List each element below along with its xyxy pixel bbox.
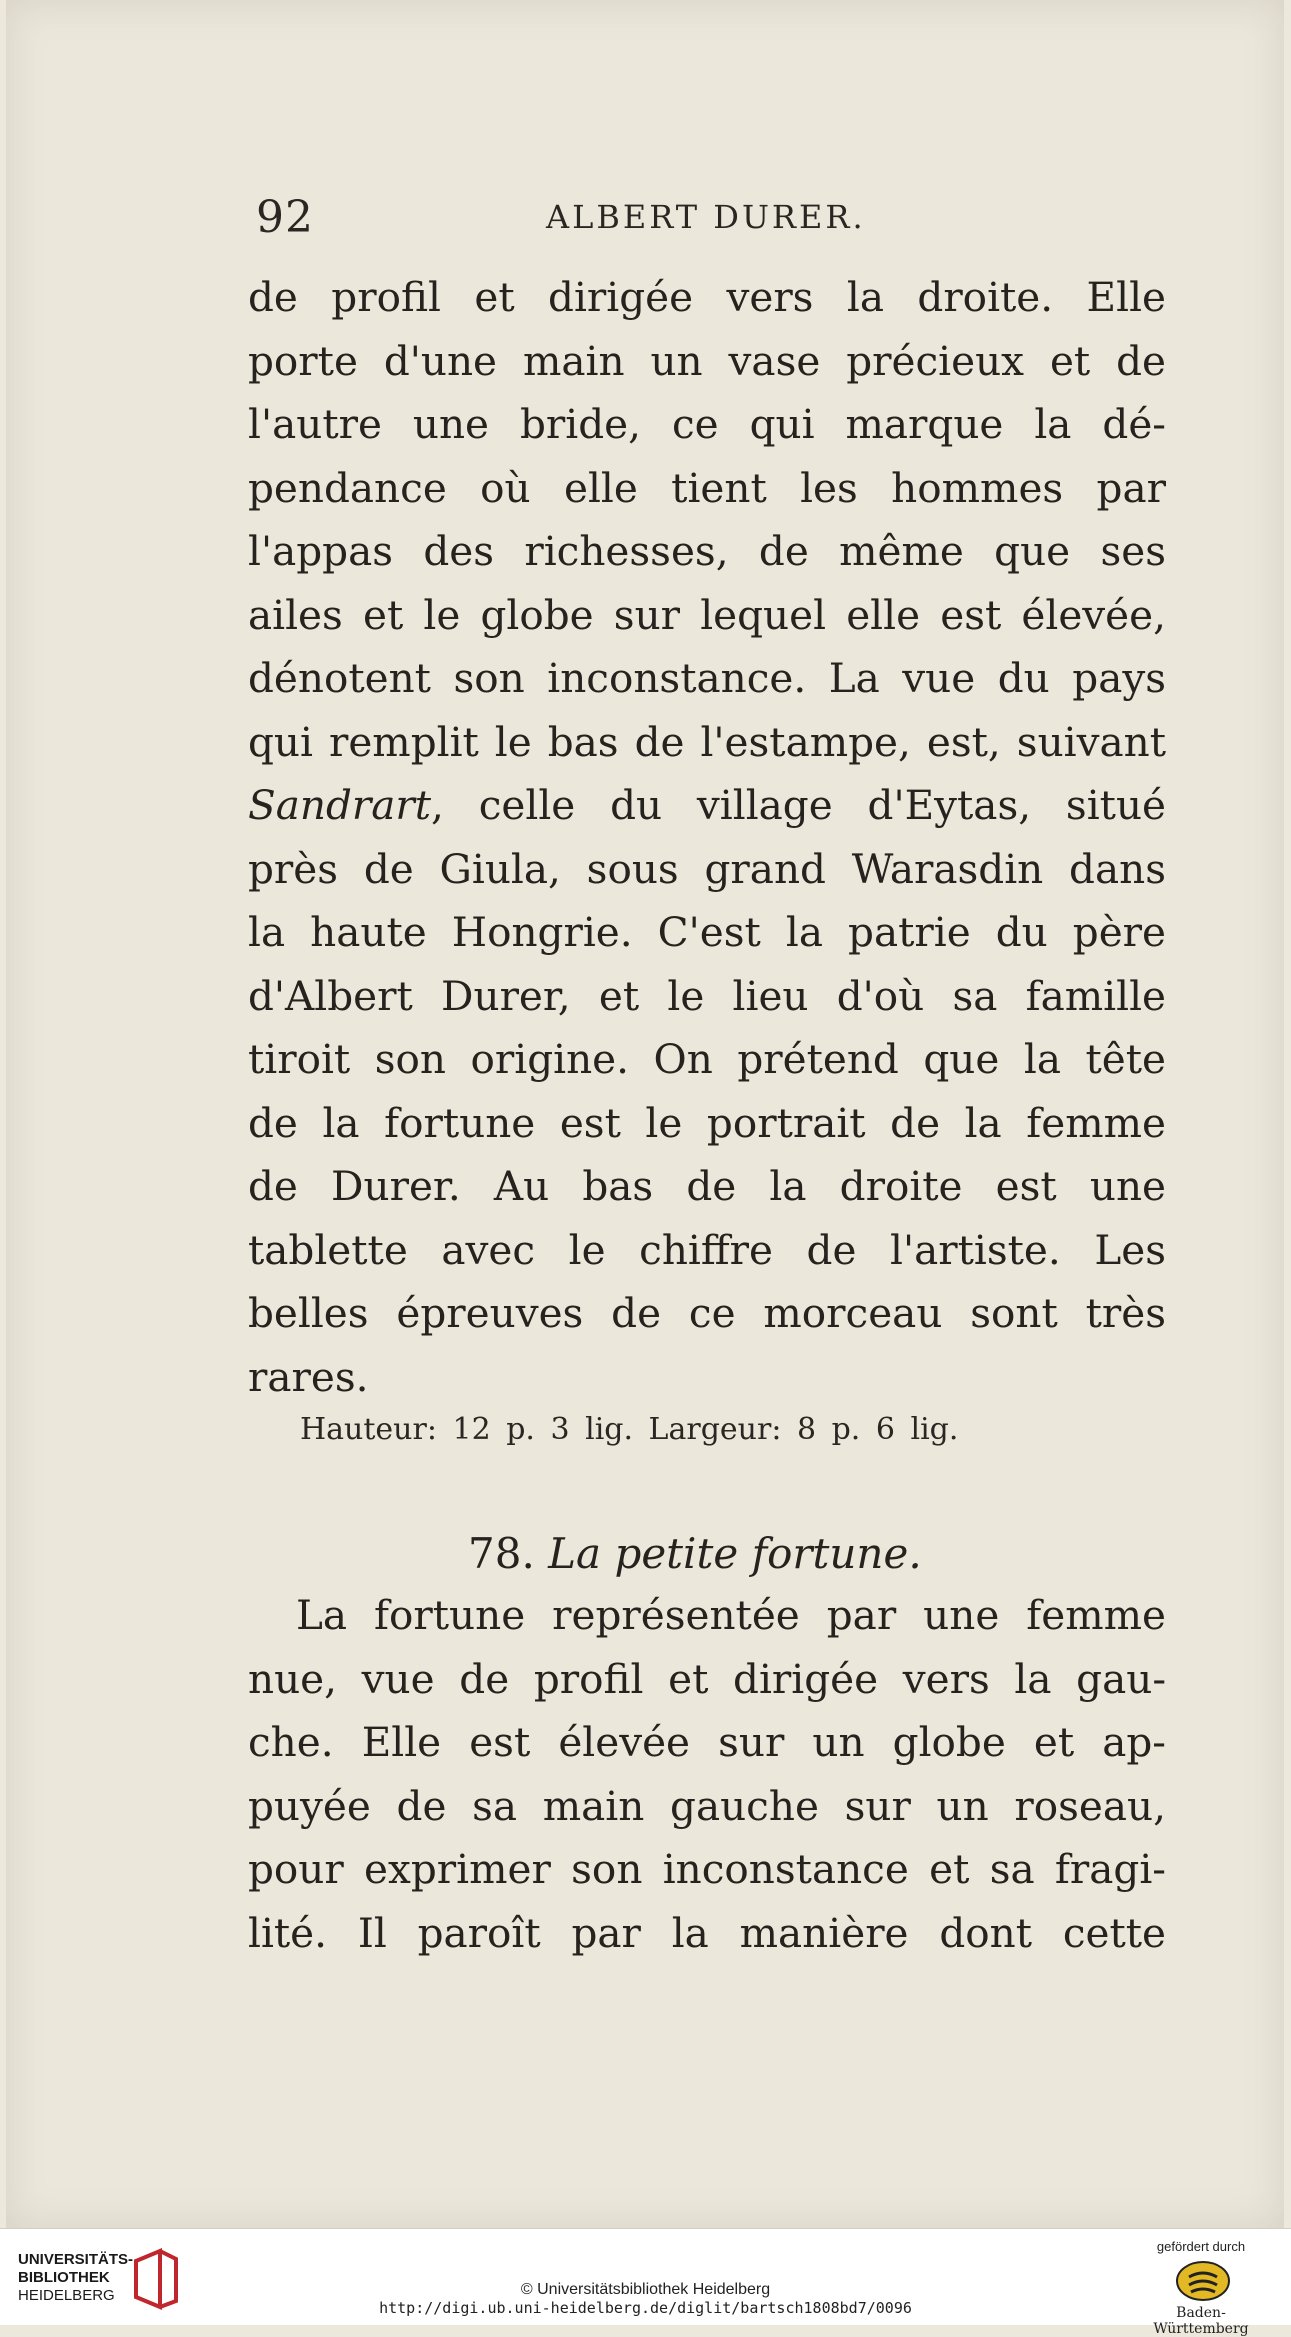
text-line-with-italic [248, 774, 1166, 838]
text-line: che. Elle est élevée sur un globe et ap- [248, 1718, 1166, 1766]
section-number: 78. [468, 1529, 535, 1578]
library-name-line1: UNIVERSITÄTS- [18, 2251, 134, 2268]
text-line: de profil et dirigée vers la droite. Elle [248, 273, 1166, 321]
paragraph-2 [248, 1584, 1166, 1965]
italic-name: Sandrart [248, 781, 432, 829]
text-line: pour exprimer son inconstance et sa fragi- [248, 1845, 1166, 1893]
text-line: porte d'une main un vase précieux et de [248, 336, 1166, 385]
text-line: la haute Hongrie. C'est la patrie du père [248, 908, 1166, 956]
funded-by-label: gefördert durch [1156, 2239, 1246, 2254]
text-line: lité. Il paroît par la manière dont cette [248, 1908, 1166, 1957]
page-header [256, 192, 1156, 242]
coat-of-arms-icon [1173, 2259, 1233, 2303]
text-line: de la fortune est le portrait de la femme [248, 1098, 1166, 1147]
text-line: tiroit son origine. On prétend que la tête [248, 1035, 1166, 1083]
text-line: nue, vue de profil et dirigée vers la gau- [248, 1654, 1166, 1703]
footer-bar [0, 2228, 1291, 2337]
text-line: rares. [248, 1352, 369, 1401]
text-line-rest: , celle du village d'Eytas, situé [431, 781, 1166, 829]
text-line: qui remplit le bas de l'estampe, est, suivant [248, 717, 1166, 766]
text-line: tablette avec le chiffre de l'artiste. Les [248, 1225, 1166, 1274]
text-line: dénotent son inconstance. La vue du pays [248, 654, 1166, 702]
text-line: pendance où elle tient les hommes par [248, 463, 1166, 512]
dimensions-line: Hauteur: 12 p. 3 lig. Largeur: 8 p. 6 lig. [300, 1412, 959, 1447]
text-line: puyée de sa main gauche sur un roseau, [248, 1781, 1166, 1830]
text-line: près de Giula, sous grand Warasdin dans [248, 844, 1166, 893]
scanned-page [6, 0, 1284, 2228]
section-name: La petite fortune. [548, 1529, 922, 1578]
copyright-notice: © Universitätsbibliothek Heidelberg [520, 2281, 771, 2298]
text-line: La fortune représentée par une femme [296, 1591, 1166, 1639]
running-title: ALBERT DURER. [546, 198, 866, 236]
paragraph-1 [248, 266, 1166, 1409]
funder-name: Baden-Württemberg [1153, 2305, 1249, 2337]
section-title [468, 1526, 968, 1582]
permalink-url[interactable]: http://digi.ub.uni-heidelberg.de/diglit/bartsch1808bd7/0096 [379, 2299, 912, 2317]
text-line: d'Albert Durer, et le lieu d'où sa famille [248, 971, 1166, 1020]
library-name-line2: BIBLIOTHEK [18, 2269, 110, 2286]
library-name-line3: HEIDELBERG [18, 2287, 115, 2304]
text-line: ailes et le globe sur lequel elle est élevée, [248, 590, 1166, 639]
text-line: l'appas des richesses, de même que ses [248, 527, 1166, 575]
text-line: belles épreuves de ce morceau sont très [248, 1289, 1166, 1337]
text-line: l'autre une bride, ce qui marque la dé- [248, 400, 1166, 448]
text-line: de Durer. Au bas de la droite est une [248, 1162, 1166, 1210]
page-number: 92 [256, 192, 314, 243]
